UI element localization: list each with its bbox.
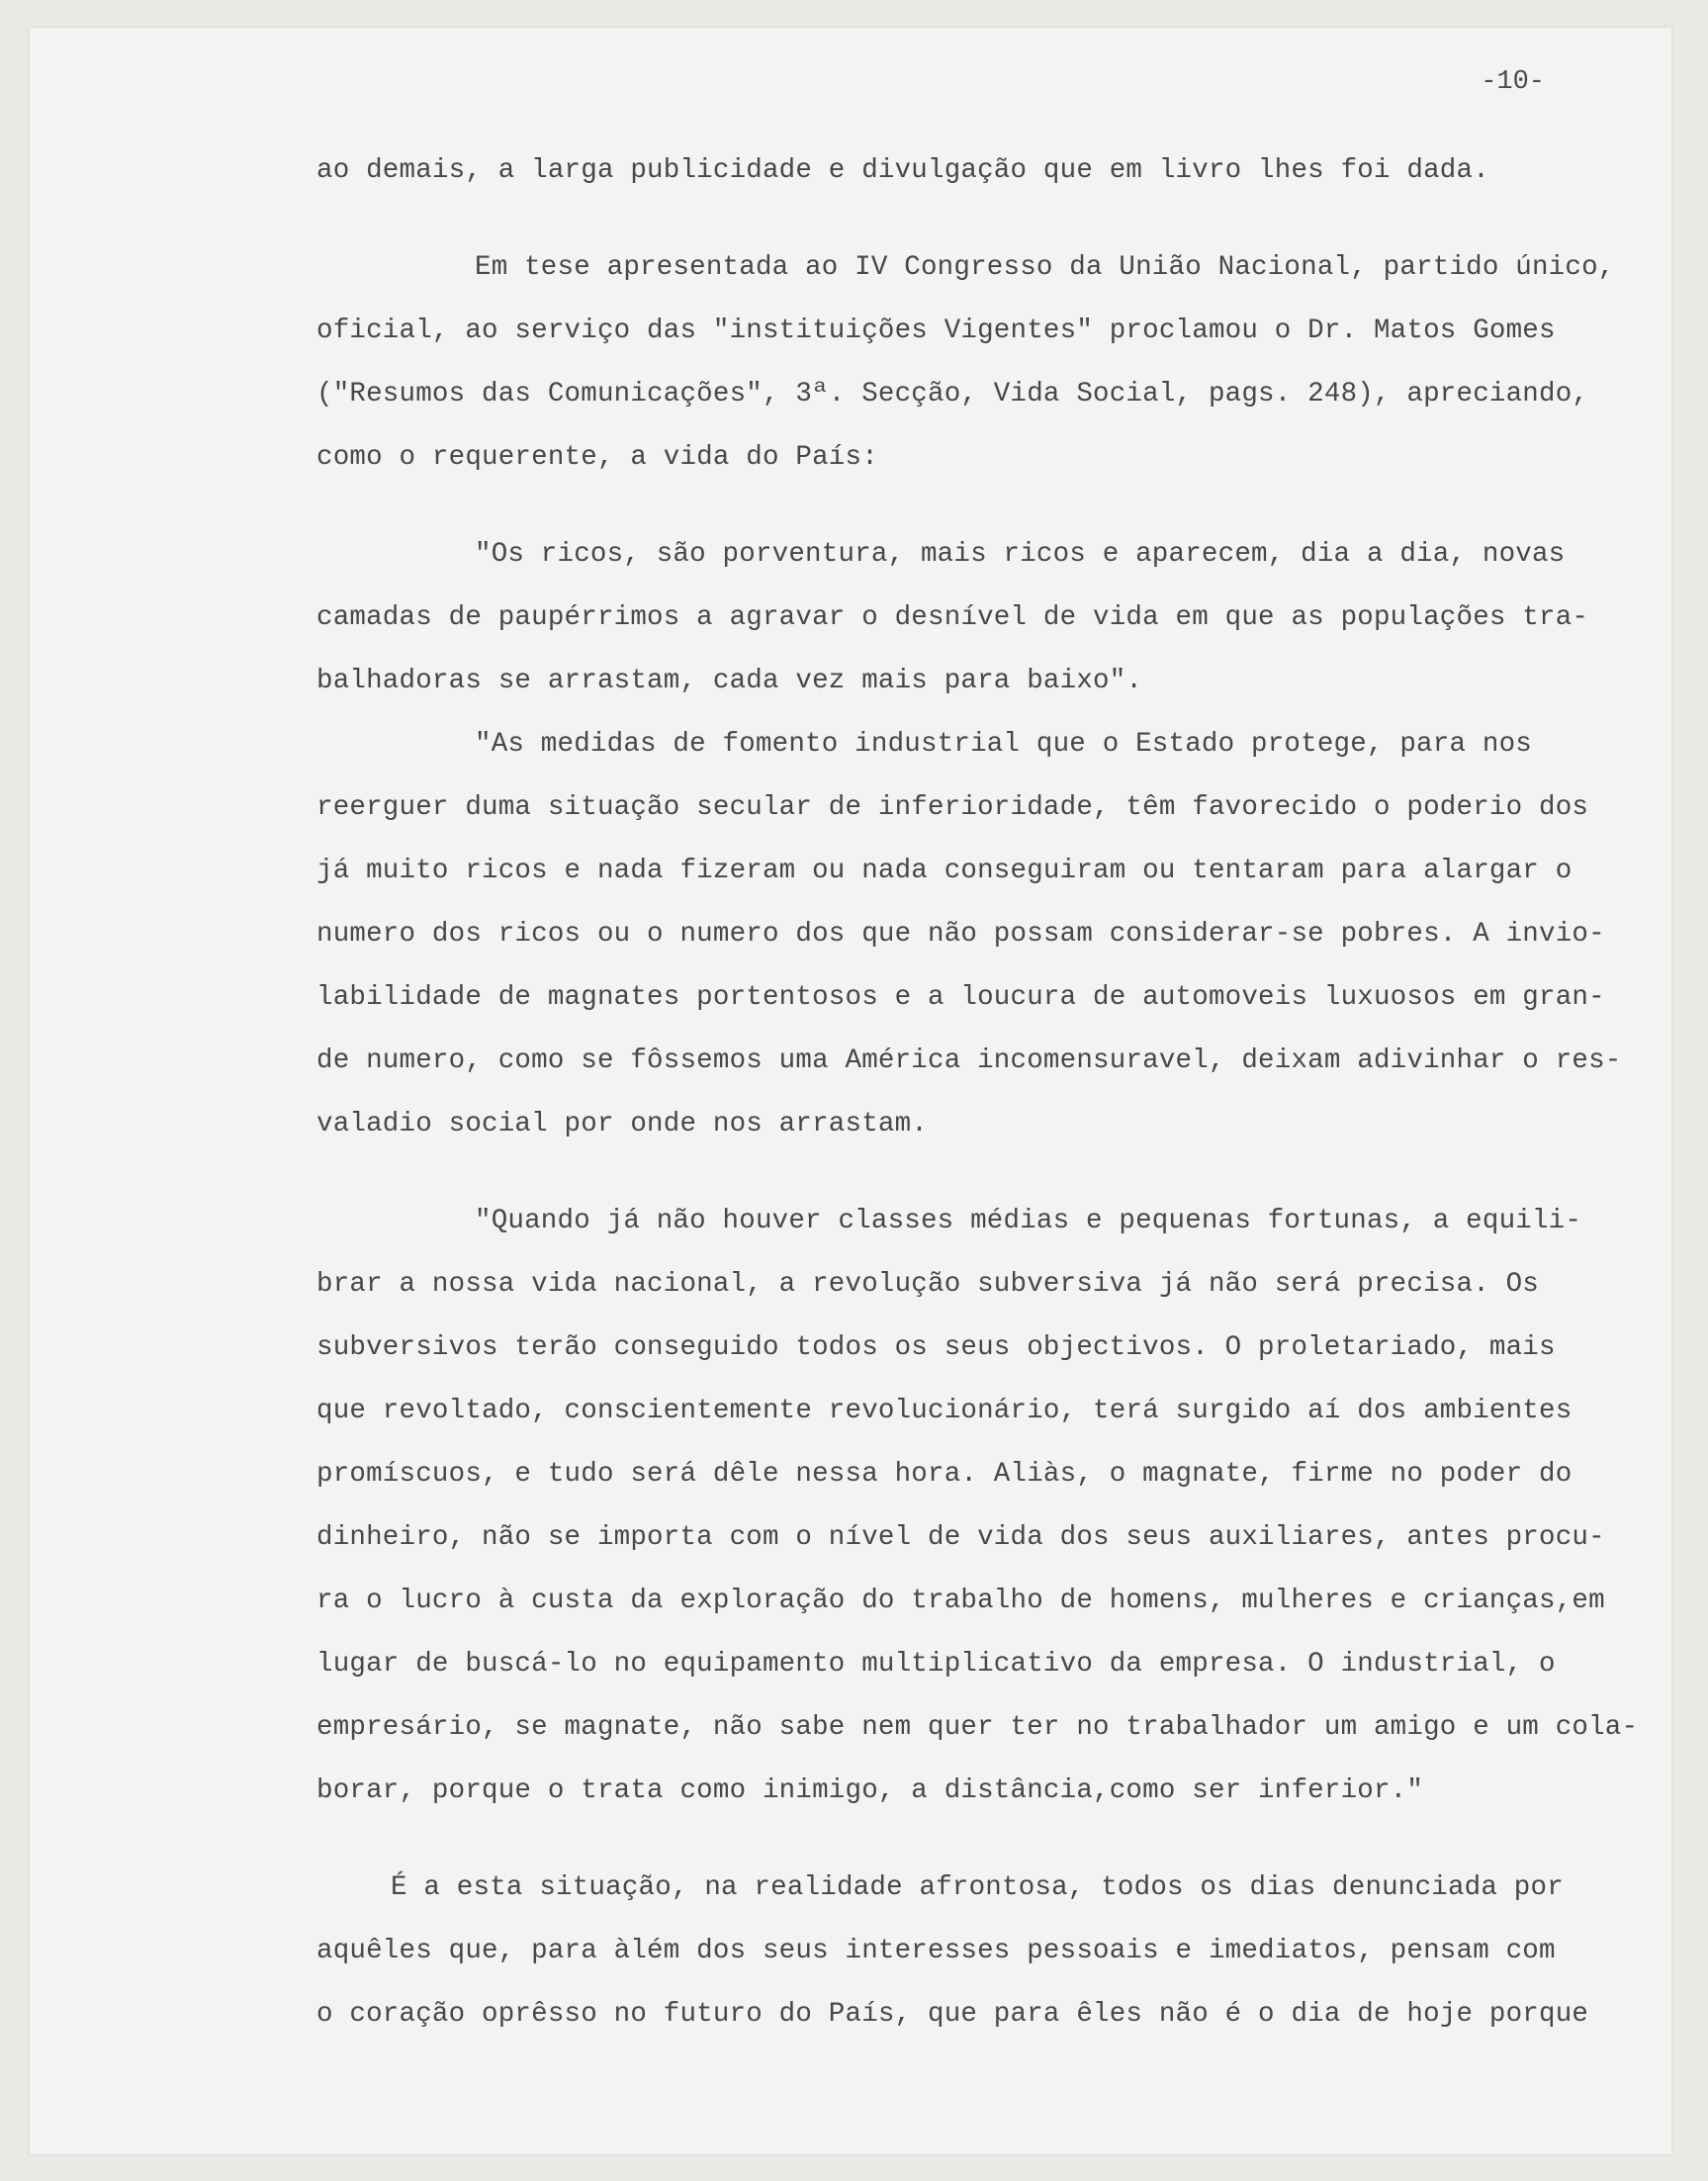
text-line: brar a nossa vida nacional, a revolução subversiva já não será precisa. Os [316, 1269, 1539, 1300]
paragraph-start-line: "Quando já não houver classes médias e pequenas fortunas, a equili- [475, 1206, 1582, 1236]
text-line: oficial, ao serviço das "instituições Vigentes" proclamou o Dr. Matos Gomes [316, 316, 1556, 346]
text-line: valadio social por onde nos arrastam. [316, 1109, 928, 1139]
text-line: numero dos ricos ou o numero dos que não possam considerar-se pobres. A invio- [316, 919, 1605, 950]
text-line: aquêles que, para àlém dos seus interesses pessoais e imediatos, pensam com [316, 1936, 1556, 1966]
text-line: camadas de paupérrimos a agravar o desnível de vida em que as populações tra- [316, 602, 1589, 633]
paragraph-start-line: "As medidas de fomento industrial que o Estado protege, para nos [475, 729, 1532, 760]
document-page [30, 28, 1671, 2154]
text-line: ra o lucro à custa da exploração do trabalho de homens, mulheres e crianças,em [316, 1586, 1605, 1616]
text-line: ("Resumos das Comunicações", 3ª. Secção, Vida Social, pags. 248), apreciando, [316, 379, 1589, 409]
paragraph-start-line: "Os ricos, são porventura, mais ricos e aparecem, dia a dia, novas [475, 539, 1566, 570]
text-line: borar, porque o trata como inimigo, a distância,como ser inferior." [316, 1775, 1424, 1806]
text-line: lugar de buscá-lo no equipamento multiplicativo da empresa. O industrial, o [316, 1649, 1556, 1680]
text-line: dinheiro, não se importa com o nível de vida dos seus auxiliares, antes procu- [316, 1522, 1605, 1553]
paragraph-start-line: É a esta situação, na realidade afrontosa, todos os dias denunciada por [391, 1872, 1564, 1903]
text-line: reerguer duma situação secular de inferioridade, têm favorecido o poderio dos [316, 792, 1589, 823]
text-line: balhadoras se arrastam, cada vez mais para baixo". [316, 666, 1143, 696]
text-line: promíscuos, e tudo será dêle nessa hora. Aliàs, o magnate, firme no poder do [316, 1459, 1573, 1490]
text-line: ao demais, a larga publicidade e divulgação que em livro lhes foi dada. [316, 155, 1489, 186]
paragraph-start-line: Em tese apresentada ao IV Congresso da União Nacional, partido único, [475, 252, 1615, 283]
text-line: como o requerente, a vida do País: [316, 442, 878, 473]
text-line: já muito ricos e nada fizeram ou nada conseguiram ou tentaram para alargar o [316, 856, 1573, 886]
text-line: subversivos terão conseguido todos os seus objectivos. O proletariado, mais [316, 1332, 1556, 1363]
text-line: que revoltado, conscientemente revolucionário, terá surgido aí dos ambientes [316, 1396, 1573, 1426]
text-line: de numero, como se fôssemos uma América incomensuravel, deixam adivinhar o res- [316, 1045, 1622, 1076]
document-body [316, 139, 1639, 2046]
text-line: o coração oprêsso no futuro do País, que para êles não é o dia de hoje porque [316, 1999, 1589, 2030]
text-line: labilidade de magnates portentosos e a loucura de automoveis luxuosos em gran- [316, 982, 1605, 1013]
text-line: empresário, se magnate, não sabe nem quer ter no trabalhador um amigo e um cola- [316, 1712, 1639, 1743]
page-number: -10- [1481, 67, 1545, 97]
